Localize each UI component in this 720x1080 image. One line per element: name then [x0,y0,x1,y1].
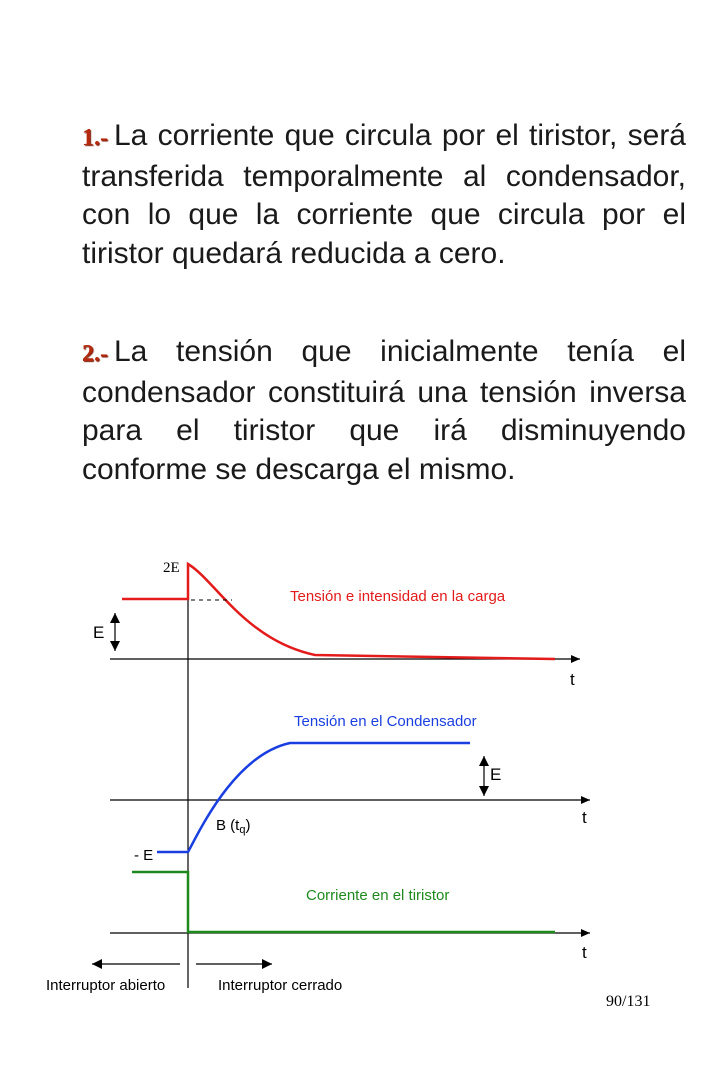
paragraph-1-text: La corriente que circula por el tiristor, será transferida temporalmente al condensador, con lo que la corriente que circula por el tiristor quedará reducida a cero. [82,119,686,270]
b-point-label: B $(t_q)$ [216,817,251,836]
thyristor-t-label: t [582,943,587,962]
load-e-label: E [93,623,105,642]
load-plot [93,560,580,689]
capacitor-neg-e-label: - E [134,847,154,864]
paragraph-2 [82,333,686,489]
capacitor-curve [157,743,470,852]
capacitor-e-label: E [490,765,502,784]
paragraph-1 [82,117,686,273]
thyristor-plot [110,872,590,962]
thyristor-title: Corriente en el tiristor [306,887,450,904]
page-number: 90/131 [606,993,651,1010]
paragraph-1-number: 1.- [82,125,108,151]
load-t-label: t [570,670,575,689]
switch-open-label: Interruptor abierto [46,977,166,994]
capacitor-t-label: t [582,808,587,827]
load-title: Tensión e intensidad en la carga [290,588,506,605]
paragraph-2-number: 2.- [82,341,108,367]
paragraph-2-text: La tensión que inicialmente tenía el condensador constituirá una tensión inversa para el tiristor que irá disminuyendo conforme se descarga el mismo. [82,335,686,486]
switch-states [46,964,342,994]
load-2e-label: 2E [163,560,180,576]
commutation-diagram [0,530,720,1000]
switch-closed-label: Interruptor cerrado [218,977,343,994]
load-curve [122,564,555,659]
capacitor-plot [110,713,590,864]
capacitor-title: Tensión en el Condensador [294,713,477,730]
